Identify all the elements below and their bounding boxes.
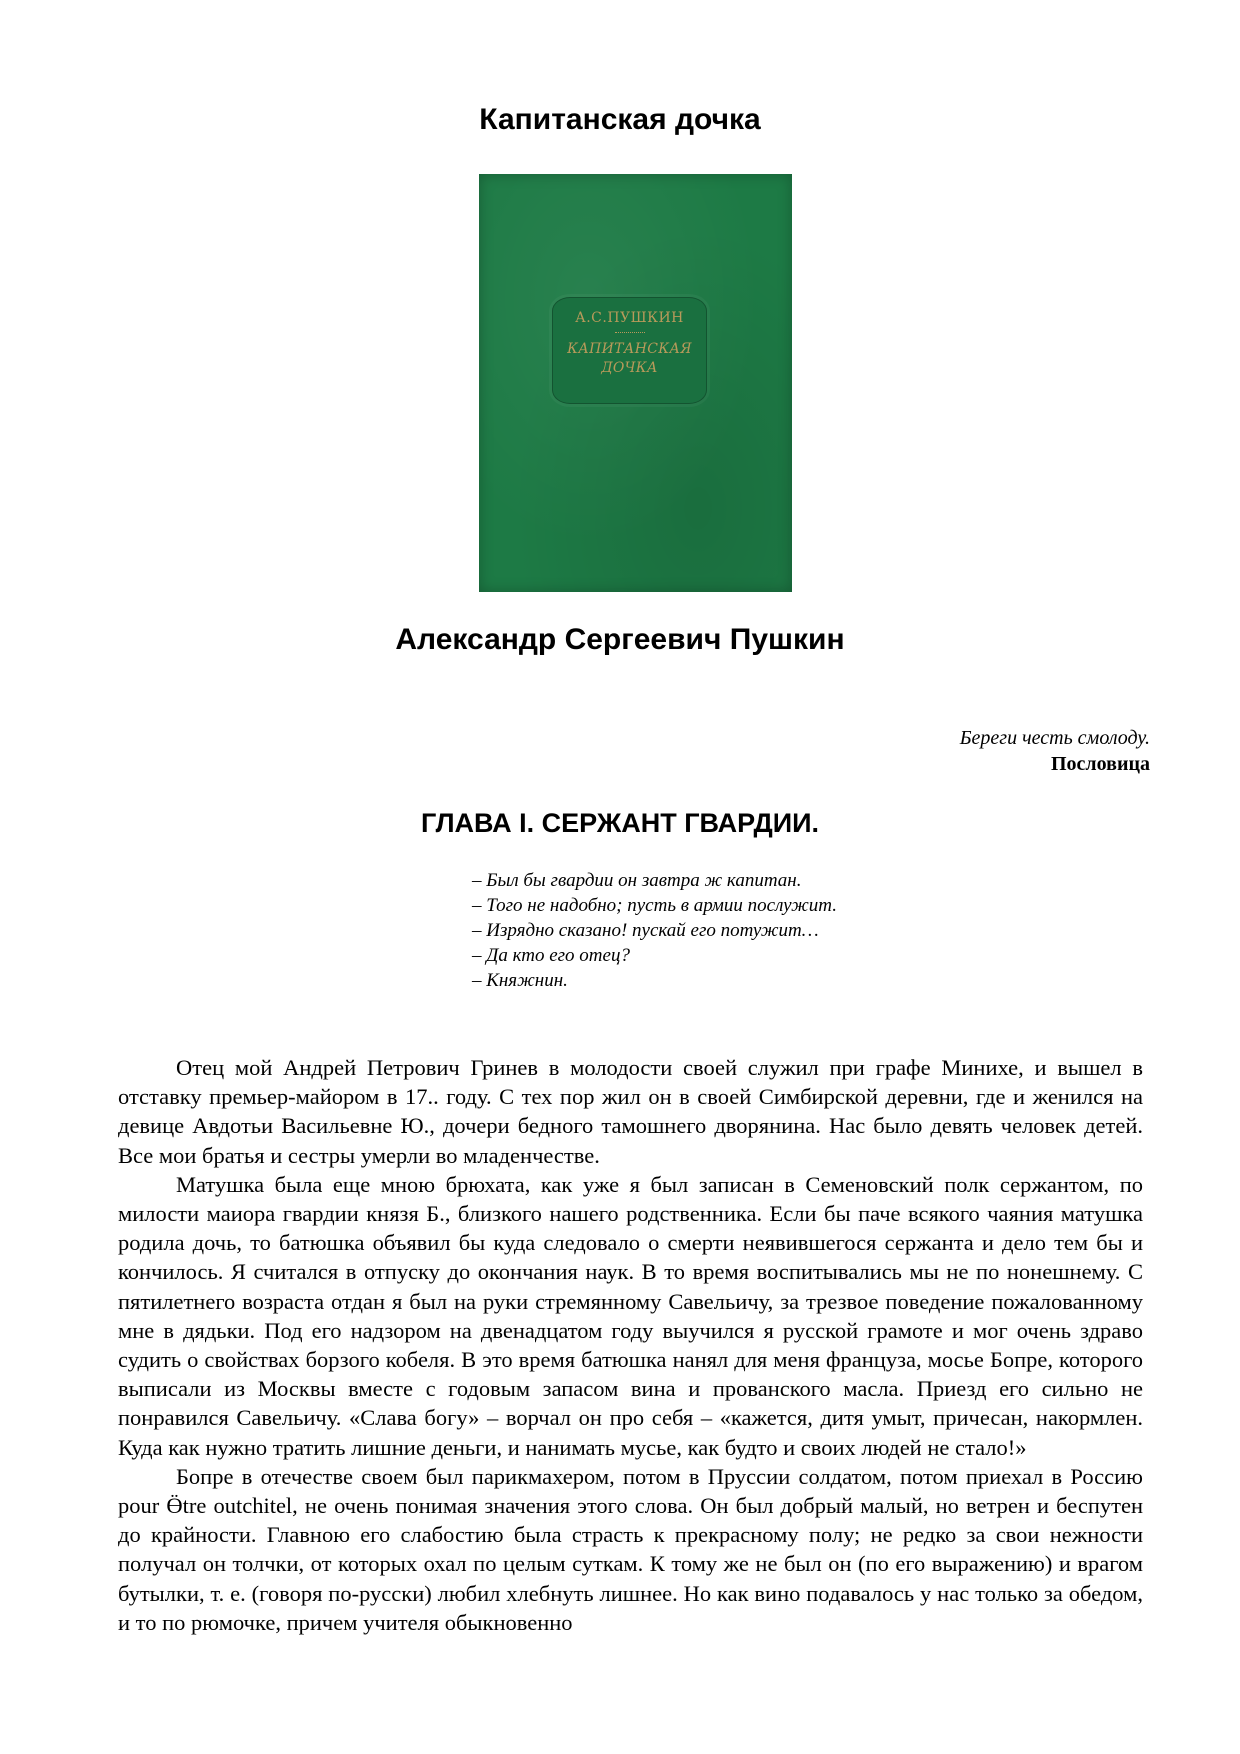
chapter-epigraph [472,868,837,993]
chapter-epigraph-line: – Того не надобно; пусть в армии послужит. [472,895,837,916]
chapter-epigraph-line: – Да кто его отец? [472,945,630,966]
cover-title [553,340,706,378]
author-name: Александр Сергеевич Пушкин [395,623,845,656]
cover-title-line-2: ДОЧКА [601,360,658,376]
cover-title-line-1: КАПИТАНСКАЯ [567,341,692,357]
paragraph: Отец мой Андрей Петрович Гринев в молодости своей служил при графе Минихе, и вышел в отставку премьер-майором в 17.. году. С тех пор жил он в своей Симбирской деревни, где и женился на девице Авдотьи Васильевне Ю., дочери бедного тамошнего дворянина. Нас было девять человек детей. Все мои братья и сестры умерли во младенчестве. [118,1055,1143,1168]
book-title: Капитанская дочка [479,103,761,136]
cover-title-plate [552,297,707,404]
chapter-title: ГЛАВА I. СЕРЖАНТ ГВАРДИИ. [420,808,820,838]
chapter-epigraph-line: – Изрядно сказано! пускай его потужит… [472,920,819,941]
epigraph-quote: Береги честь смолоду. [959,727,1150,749]
chapter-body [118,1053,1143,1637]
cover-ornament [615,332,645,335]
chapter-epigraph-line: – Княжнин. [472,970,568,991]
paragraph: Матушка была еще мною брюхата, как уже я был записан в Семеновский полк сержантом, по милости маиора гвардии князя Б., близкого нашего родственника. Если бы паче всякого чаяния матушка родила дочь, то батюшка объявил бы куда следовало о смерти неявившегося сержанта и дело тем бы и кончилось. Я считался в отпуску до окончания наук. В то время воспитывались мы не по нонешнему. С пятилетнего возраста отдан я был на руки стремянному Савельичу, за трезвое поведение пожалованному мне в дядьки. Под его надзором на двенадцатом году выучился я русской грамоте и мог очень здраво судить о свойствах борзого кобеля. В это время батюшка нанял для меня француза, мосье Бопре, которого выписали из Москвы вместе с годовым запасом вина и прованского масла. Приезд его сильно не понравился Савельичу. «Слава богу» – ворчал он про себя – «кажется, дитя умыт, причесан, накормлен. Куда как нужно тратить лишние деньги, и нанимать мусье, как будто и своих людей не стало!» [118,1171,1143,1460]
epigraph-source: Пословица [1050,753,1150,775]
cover-author: А.С.ПУШКИН [575,310,684,326]
book-cover-image [479,174,792,592]
chapter-epigraph-line: – Был бы гвардии он завтра ж капитан. [472,870,802,891]
paragraph: Бопре в отечестве своем был парикмахером, потом в Пруссии солдатом, потом приехал в Россию pour Ӫtre outchitel, не очень понимая значения этого слова. Он был добрый малый, но ветрен и беспутен до крайности. Главною его слабостию была страсть к прекрасному полу; не редко за свои нежности получал он толчки, от которых охал по целым суткам. К тому же не был он (по его выражению) и врагом бутылки, т. е. (говоря по-русски) любил хлебнуть лишнее. Но как вино подавалось у нас только за обедом, и то по рюмочке, причем учителя обыкновенно [118,1463,1143,1635]
book-epigraph [960,725,1150,777]
